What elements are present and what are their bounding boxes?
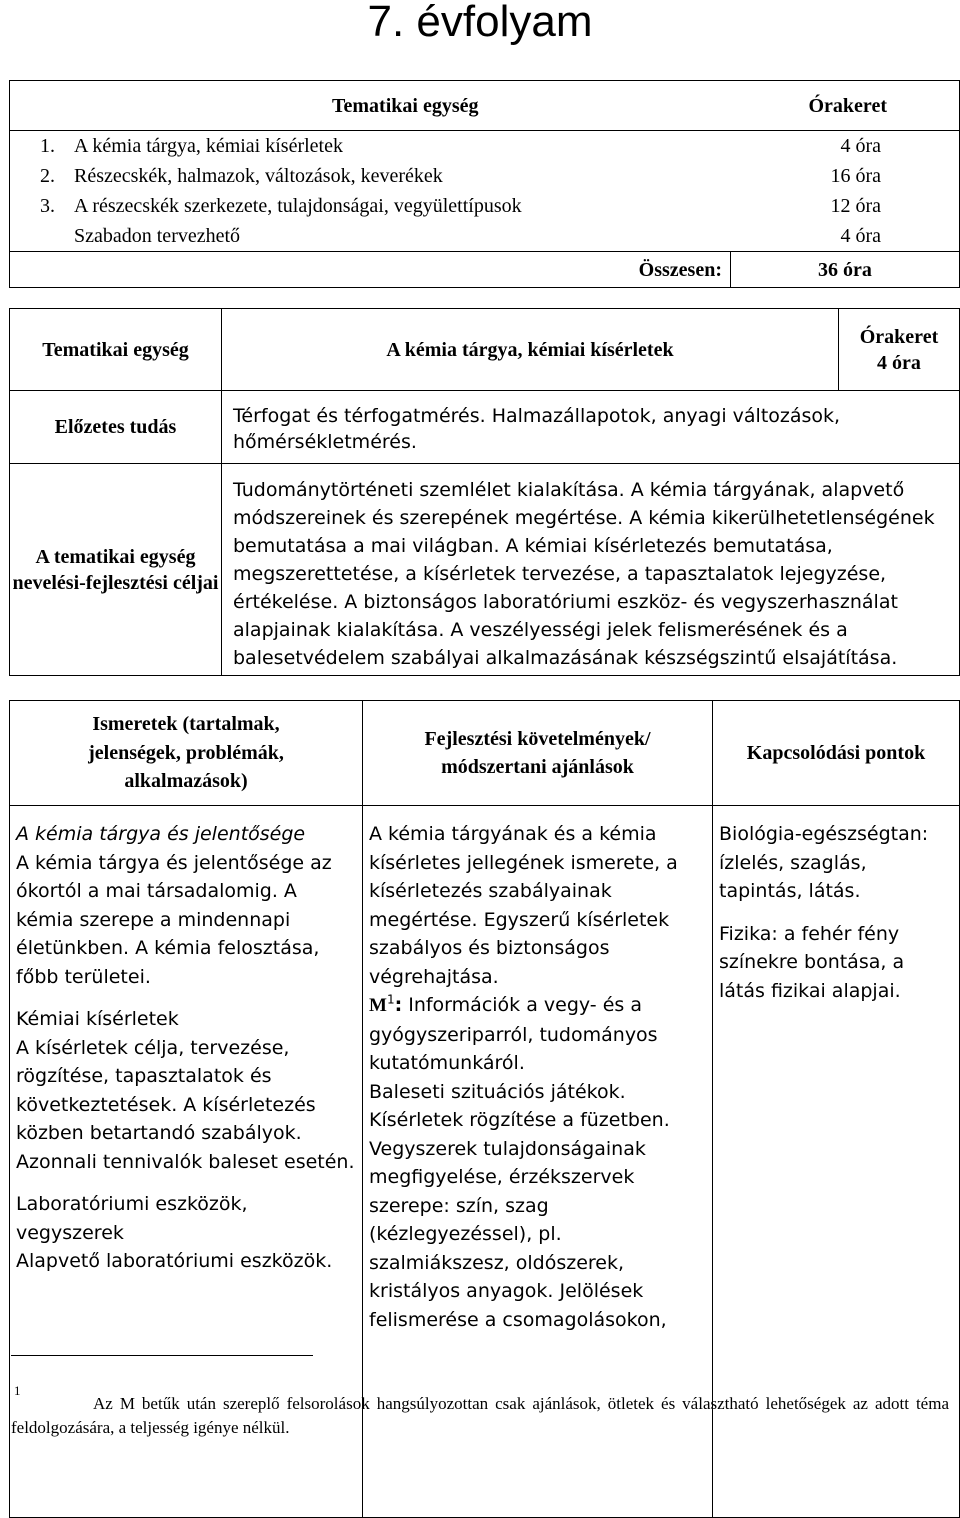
overview-total-hours: 36 óra [731, 252, 960, 288]
goals-text: Tudománytörténeti szemlélet kialakítása. A kémia tárgyának, alapvető módszereinek és szerepének megértése. A kémia kikerülhetetlenségének bemutatása a mai világban. A kémiai kísérletezés bemutatása, megszerettetése, a kísérletek tervezése, a tapasztalatok lejegyzése, értékelése. A biztonságos laboratóriumi eszköz- és vegyszerhasználat alapjainak kialakítása. A veszélyességi jelek felismerésének és a balesetvédelem szabályai alkalmazásának készségszintű elsajátítása. [222, 464, 960, 676]
section-text: A kémia tárgya és jelentősége az ókortól a mai társadalomig. A kémia szerepe a mindennapi életünkben. A kémia felosztása, főbb területei. [16, 851, 332, 988]
overview-row-number: 1. [40, 135, 55, 157]
section-text: Alapvető laboratóriumi eszközök. [16, 1250, 333, 1272]
section-title: Kémiai kísérletek [16, 1008, 179, 1030]
overview-row-name: Részecskék, halmazok, változások, keverékek [74, 165, 443, 187]
overview-row-name: Szabadon tervezhető [74, 225, 241, 247]
prior-knowledge-text: Térfogat és térfogatmérés. Halmazállapotok, anyagi változások, hőmérsékletmérés. [222, 391, 960, 464]
unit-label: Tematikai egység [10, 309, 222, 391]
m-marker: M [369, 995, 387, 1016]
section-title: Laboratóriumi eszközök, vegyszerek [16, 1193, 248, 1244]
footnote-text: Az M betűk után szereplő felsorolások hangsúlyozottan csak ajánlások, ötletek és választható lehetőségek az adott téma feldolgozására, a teljesség igénye nélkül. [11, 1394, 949, 1437]
overview-row [10, 161, 960, 191]
overview-total-label: Összesen: [10, 252, 731, 288]
col-header-knowledge: Ismeretek (tartalmak, jelenségek, problémák, alkalmazások) [10, 701, 363, 806]
requirement-paragraph: Kísérletek rögzítése a füzetben. [369, 1109, 670, 1131]
unit-table [9, 308, 960, 676]
overview-row [10, 221, 960, 252]
m-text: Információk a vegy- és a gyógyszeriparról, tudományos kutatómunkáról. [369, 994, 658, 1074]
overview-row [10, 131, 960, 162]
page-title: 7. évfolyam [367, 0, 593, 46]
overview-row-hours: 4 óra [731, 221, 960, 252]
overview-row [10, 191, 960, 221]
unit-hours-value: 4 óra [877, 351, 921, 374]
connection-paragraph: Biológia-egészségtan: ízlelés, szaglás, tapintás, látás. [719, 823, 929, 902]
goals-label: A tematikai egység nevelési-fejlesztési céljai [10, 464, 222, 676]
footnote-mark: 1 [14, 1383, 21, 1398]
overview-header-unit: Tematikai egység [10, 81, 731, 131]
requirement-paragraph: Baleseti szituációs játékok. [369, 1080, 626, 1103]
overview-row-name: A részecskék szerkezete, tulajdonságai, vegyülettípusok [74, 195, 522, 217]
footnote-divider [11, 1355, 313, 1356]
connection-paragraph: Fizika: a fehér fény színekre bontása, a látás fizikai alapjai. [719, 922, 905, 1002]
overview-table [9, 80, 960, 288]
overview-row-hours: 16 óra [731, 161, 960, 191]
requirement-paragraph: A kémia tárgyának és a kémia kísérletes jellegének ismerete, a kísérletezés szabályainak megértése. Egyszerű kísérletek szabályos és biztonságos végrehajtása. [369, 823, 678, 988]
requirement-paragraph: Vegyszerek tulajdonságainak megfigyelése, érzékszervek szerepe: szín, szag (kézlegyezéssel), pl. szalmiákszesz, oldószerek, kristályos anyagok. Jelölések felismerése a csomagolásokon, [369, 1137, 667, 1331]
overview-row-hours: 12 óra [731, 191, 960, 221]
requirement-m-paragraph [369, 991, 706, 1078]
overview-row-number: 2. [40, 165, 55, 187]
col-header-requirements: Fejlesztési követelmények/ módszertani ajánlások [363, 701, 713, 806]
section-text: A kísérletek célja, tervezése, rögzítése, tapasztalatok és következtetések. A kísérletezés közben betartandó szabályok. Azonnali tennivalók baleset esetén. [16, 1036, 355, 1173]
col-header-connections: Kapcsolódási pontok [713, 701, 960, 806]
prior-knowledge-label: Előzetes tudás [10, 391, 222, 464]
overview-row-number: 3. [40, 195, 55, 217]
overview-row-hours: 4 óra [731, 131, 960, 162]
unit-hours-cell [839, 309, 960, 391]
unit-name: A kémia tárgya, kémiai kísérletek [222, 309, 839, 391]
unit-hours-label: Órakeret [859, 325, 939, 348]
overview-header-hours: Órakeret [731, 81, 960, 131]
section-title: A kémia tárgya és jelentősége [16, 823, 306, 845]
overview-row-name: A kémia tárgya, kémiai kísérletek [74, 135, 343, 157]
footnote-ref: 1 [386, 992, 395, 1007]
m-colon: : [394, 994, 403, 1016]
